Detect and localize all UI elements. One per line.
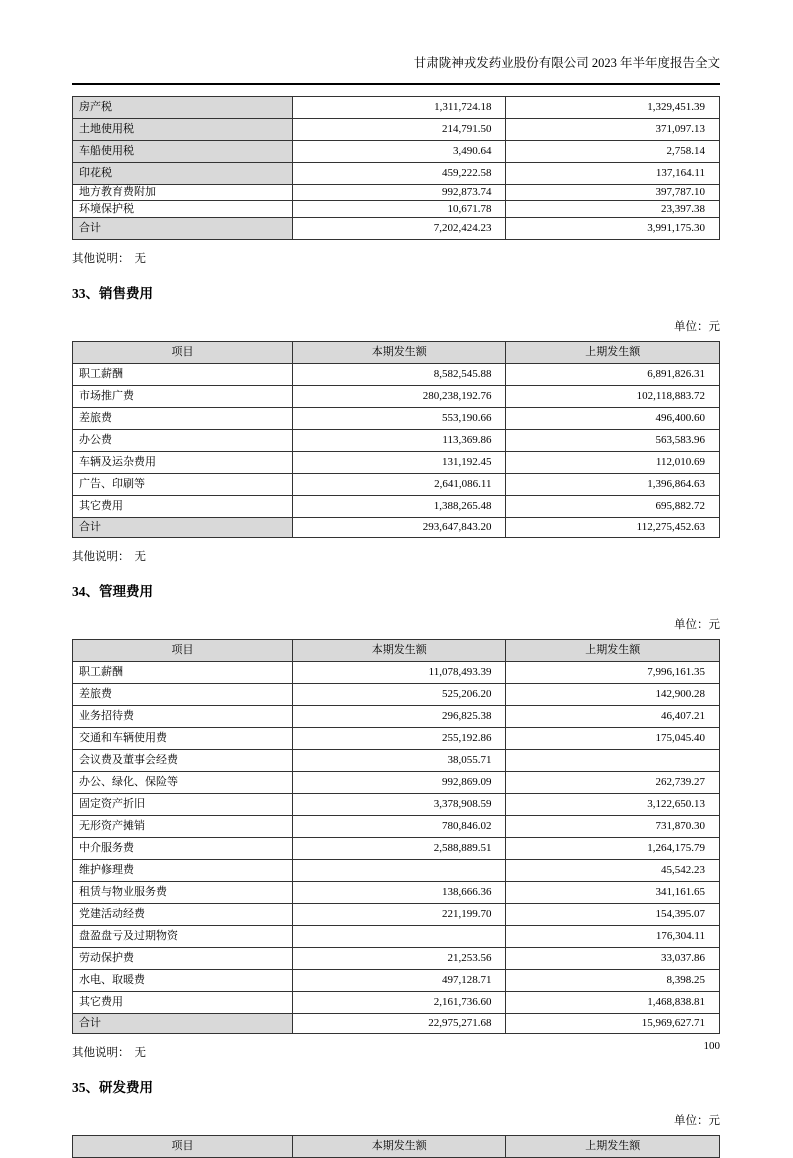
table-header-row	[73, 639, 720, 661]
table-row	[73, 661, 720, 683]
row-label: 无形资产摊销	[73, 815, 293, 837]
note-value: 无	[134, 550, 146, 563]
row-prior-value: 371,097.13	[506, 119, 720, 141]
table-row	[73, 815, 720, 837]
row-prior-value: 23,397.38	[506, 201, 720, 217]
row-current-value: 21,253.56	[292, 947, 506, 969]
row-prior-value: 2,758.14	[506, 141, 720, 163]
row-current-value: 1,311,724.18	[292, 97, 506, 119]
row-label: 办公费	[73, 429, 293, 451]
note-value: 无	[134, 252, 146, 265]
row-label: 合计	[73, 517, 293, 537]
section-35-heading: 35、研发费用	[72, 1079, 153, 1095]
row-label: 职工薪酬	[73, 661, 293, 683]
row-label: 广告、印刷等	[73, 473, 293, 495]
row-prior-value: 1,264,175.79	[506, 837, 720, 859]
document-header	[72, 0, 720, 85]
row-current-value: 296,825.38	[292, 705, 506, 727]
table-row	[73, 119, 720, 141]
table-row	[73, 429, 720, 451]
row-prior-value: 142,900.28	[506, 683, 720, 705]
row-current-value: 293,647,843.20	[292, 517, 506, 537]
row-label: 市场推广费	[73, 385, 293, 407]
table-row	[73, 837, 720, 859]
table-row	[73, 451, 720, 473]
row-prior-value: 3,122,650.13	[506, 793, 720, 815]
table-header-row	[73, 1135, 720, 1157]
row-label: 中介服务费	[73, 837, 293, 859]
table-total-row	[73, 1013, 720, 1033]
row-current-value: 280,238,192.76	[292, 385, 506, 407]
row-label: 劳动保护费	[73, 947, 293, 969]
column-header: 项目	[73, 1135, 293, 1157]
section-34-heading: 34、管理费用	[72, 583, 153, 599]
row-label: 维护修理费	[73, 859, 293, 881]
table-row	[73, 947, 720, 969]
table-row	[73, 473, 720, 495]
row-current-value: 10,671.78	[292, 201, 506, 217]
row-prior-value: 731,870.30	[506, 815, 720, 837]
table-row	[73, 385, 720, 407]
row-label: 车船使用税	[73, 141, 293, 163]
row-label: 办公、绿化、保险等	[73, 771, 293, 793]
table-row	[73, 925, 720, 947]
row-label: 合计	[73, 217, 293, 239]
row-prior-value: 341,161.65	[506, 881, 720, 903]
table-row	[73, 407, 720, 429]
row-label: 合计	[73, 1013, 293, 1033]
admin-expenses-table	[72, 639, 720, 1034]
row-current-value: 255,192.86	[292, 727, 506, 749]
row-label: 交通和车辆使用费	[73, 727, 293, 749]
column-header: 项目	[73, 639, 293, 661]
row-label: 职工薪酬	[73, 363, 293, 385]
row-prior-value: 46,407.21	[506, 705, 720, 727]
row-current-value: 38,055.71	[292, 749, 506, 771]
note-value: 无	[134, 1046, 146, 1059]
row-current-value: 221,199.70	[292, 903, 506, 925]
row-current-value: 113,369.86	[292, 429, 506, 451]
row-prior-value: 7,996,161.35	[506, 661, 720, 683]
table-row	[73, 97, 720, 119]
row-prior-value: 496,400.60	[506, 407, 720, 429]
column-header: 项目	[73, 341, 293, 363]
table-row	[73, 495, 720, 517]
row-prior-value: 262,739.27	[506, 771, 720, 793]
row-current-value: 2,588,889.51	[292, 837, 506, 859]
row-current-value: 7,202,424.23	[292, 217, 506, 239]
row-label: 水电、取暖费	[73, 969, 293, 991]
table-row	[73, 683, 720, 705]
row-label: 车辆及运杂费用	[73, 451, 293, 473]
row-label: 地方教育费附加	[73, 185, 293, 201]
table-row	[73, 969, 720, 991]
row-label: 房产税	[73, 97, 293, 119]
row-prior-value: 45,542.23	[506, 859, 720, 881]
row-current-value: 3,490.64	[292, 141, 506, 163]
row-label: 土地使用税	[73, 119, 293, 141]
row-current-value: 553,190.66	[292, 407, 506, 429]
other-note	[72, 550, 720, 565]
row-current-value: 2,641,086.11	[292, 473, 506, 495]
table-row	[73, 793, 720, 815]
table-row	[73, 185, 720, 201]
row-prior-value: 15,969,627.71	[506, 1013, 720, 1033]
row-current-value: 3,378,908.59	[292, 793, 506, 815]
table-row	[73, 991, 720, 1013]
table-total-row	[73, 217, 720, 239]
row-prior-value: 695,882.72	[506, 495, 720, 517]
row-current-value: 1,388,265.48	[292, 495, 506, 517]
row-current-value: 525,206.20	[292, 683, 506, 705]
table-row	[73, 363, 720, 385]
row-current-value: 780,846.02	[292, 815, 506, 837]
row-current-value: 992,873.74	[292, 185, 506, 201]
note-label: 其他说明：	[72, 550, 130, 563]
row-current-value	[292, 925, 506, 947]
rd-expenses-table	[72, 1135, 720, 1158]
table-row	[73, 141, 720, 163]
column-header: 上期发生额	[506, 639, 720, 661]
row-prior-value: 102,118,883.72	[506, 385, 720, 407]
row-prior-value: 1,468,838.81	[506, 991, 720, 1013]
row-prior-value: 1,396,864.63	[506, 473, 720, 495]
note-label: 其他说明：	[72, 252, 130, 265]
row-current-value: 214,791.50	[292, 119, 506, 141]
row-prior-value: 175,045.40	[506, 727, 720, 749]
row-current-value: 992,869.09	[292, 771, 506, 793]
selling-expenses-table	[72, 341, 720, 538]
taxes-table	[72, 96, 720, 240]
row-label: 差旅费	[73, 683, 293, 705]
other-note	[72, 1046, 720, 1061]
unit-label: 单位：元	[674, 320, 720, 333]
row-label: 其它费用	[73, 495, 293, 517]
note-label: 其他说明：	[72, 1046, 130, 1059]
column-header: 本期发生额	[292, 1135, 506, 1157]
other-note	[72, 252, 720, 267]
table-total-row	[73, 517, 720, 537]
row-current-value: 2,161,736.60	[292, 991, 506, 1013]
row-prior-value: 112,010.69	[506, 451, 720, 473]
table-row	[73, 201, 720, 217]
table-row	[73, 727, 720, 749]
row-label: 差旅费	[73, 407, 293, 429]
row-label: 环境保护税	[73, 201, 293, 217]
row-prior-value: 33,037.86	[506, 947, 720, 969]
row-current-value	[292, 859, 506, 881]
row-current-value: 11,078,493.39	[292, 661, 506, 683]
row-current-value: 497,128.71	[292, 969, 506, 991]
row-prior-value: 112,275,452.63	[506, 517, 720, 537]
row-label: 盘盈盘亏及过期物资	[73, 925, 293, 947]
row-prior-value	[506, 749, 720, 771]
table-row	[73, 903, 720, 925]
table-header-row	[73, 341, 720, 363]
row-current-value: 8,582,545.88	[292, 363, 506, 385]
column-header: 本期发生额	[292, 639, 506, 661]
row-label: 固定资产折旧	[73, 793, 293, 815]
column-header: 上期发生额	[506, 341, 720, 363]
row-prior-value: 176,304.11	[506, 925, 720, 947]
row-label: 印花税	[73, 163, 293, 185]
column-header: 上期发生额	[506, 1135, 720, 1157]
row-prior-value: 1,329,451.39	[506, 97, 720, 119]
row-current-value: 459,222.58	[292, 163, 506, 185]
column-header: 本期发生额	[292, 341, 506, 363]
row-label: 其它费用	[73, 991, 293, 1013]
row-label: 业务招待费	[73, 705, 293, 727]
row-prior-value: 563,583.96	[506, 429, 720, 451]
row-current-value: 131,192.45	[292, 451, 506, 473]
row-prior-value: 8,398.25	[506, 969, 720, 991]
row-current-value: 138,666.36	[292, 881, 506, 903]
table-row	[73, 749, 720, 771]
row-prior-value: 154,395.07	[506, 903, 720, 925]
row-label: 党建活动经费	[73, 903, 293, 925]
row-current-value: 22,975,271.68	[292, 1013, 506, 1033]
unit-label: 单位：元	[674, 618, 720, 631]
row-prior-value: 397,787.10	[506, 185, 720, 201]
row-prior-value: 3,991,175.30	[506, 217, 720, 239]
section-33-heading: 33、销售费用	[72, 285, 153, 301]
document-header-title: 甘肃陇神戎发药业股份有限公司 2023 年半年度报告全文	[413, 56, 720, 70]
table-row	[73, 163, 720, 185]
row-prior-value: 6,891,826.31	[506, 363, 720, 385]
unit-label: 单位：元	[674, 1114, 720, 1127]
row-label: 会议费及董事会经费	[73, 749, 293, 771]
table-row	[73, 705, 720, 727]
page-number: 100	[703, 1040, 720, 1052]
row-label: 租赁与物业服务费	[73, 881, 293, 903]
row-prior-value: 137,164.11	[506, 163, 720, 185]
table-row	[73, 881, 720, 903]
table-row	[73, 859, 720, 881]
table-row	[73, 771, 720, 793]
